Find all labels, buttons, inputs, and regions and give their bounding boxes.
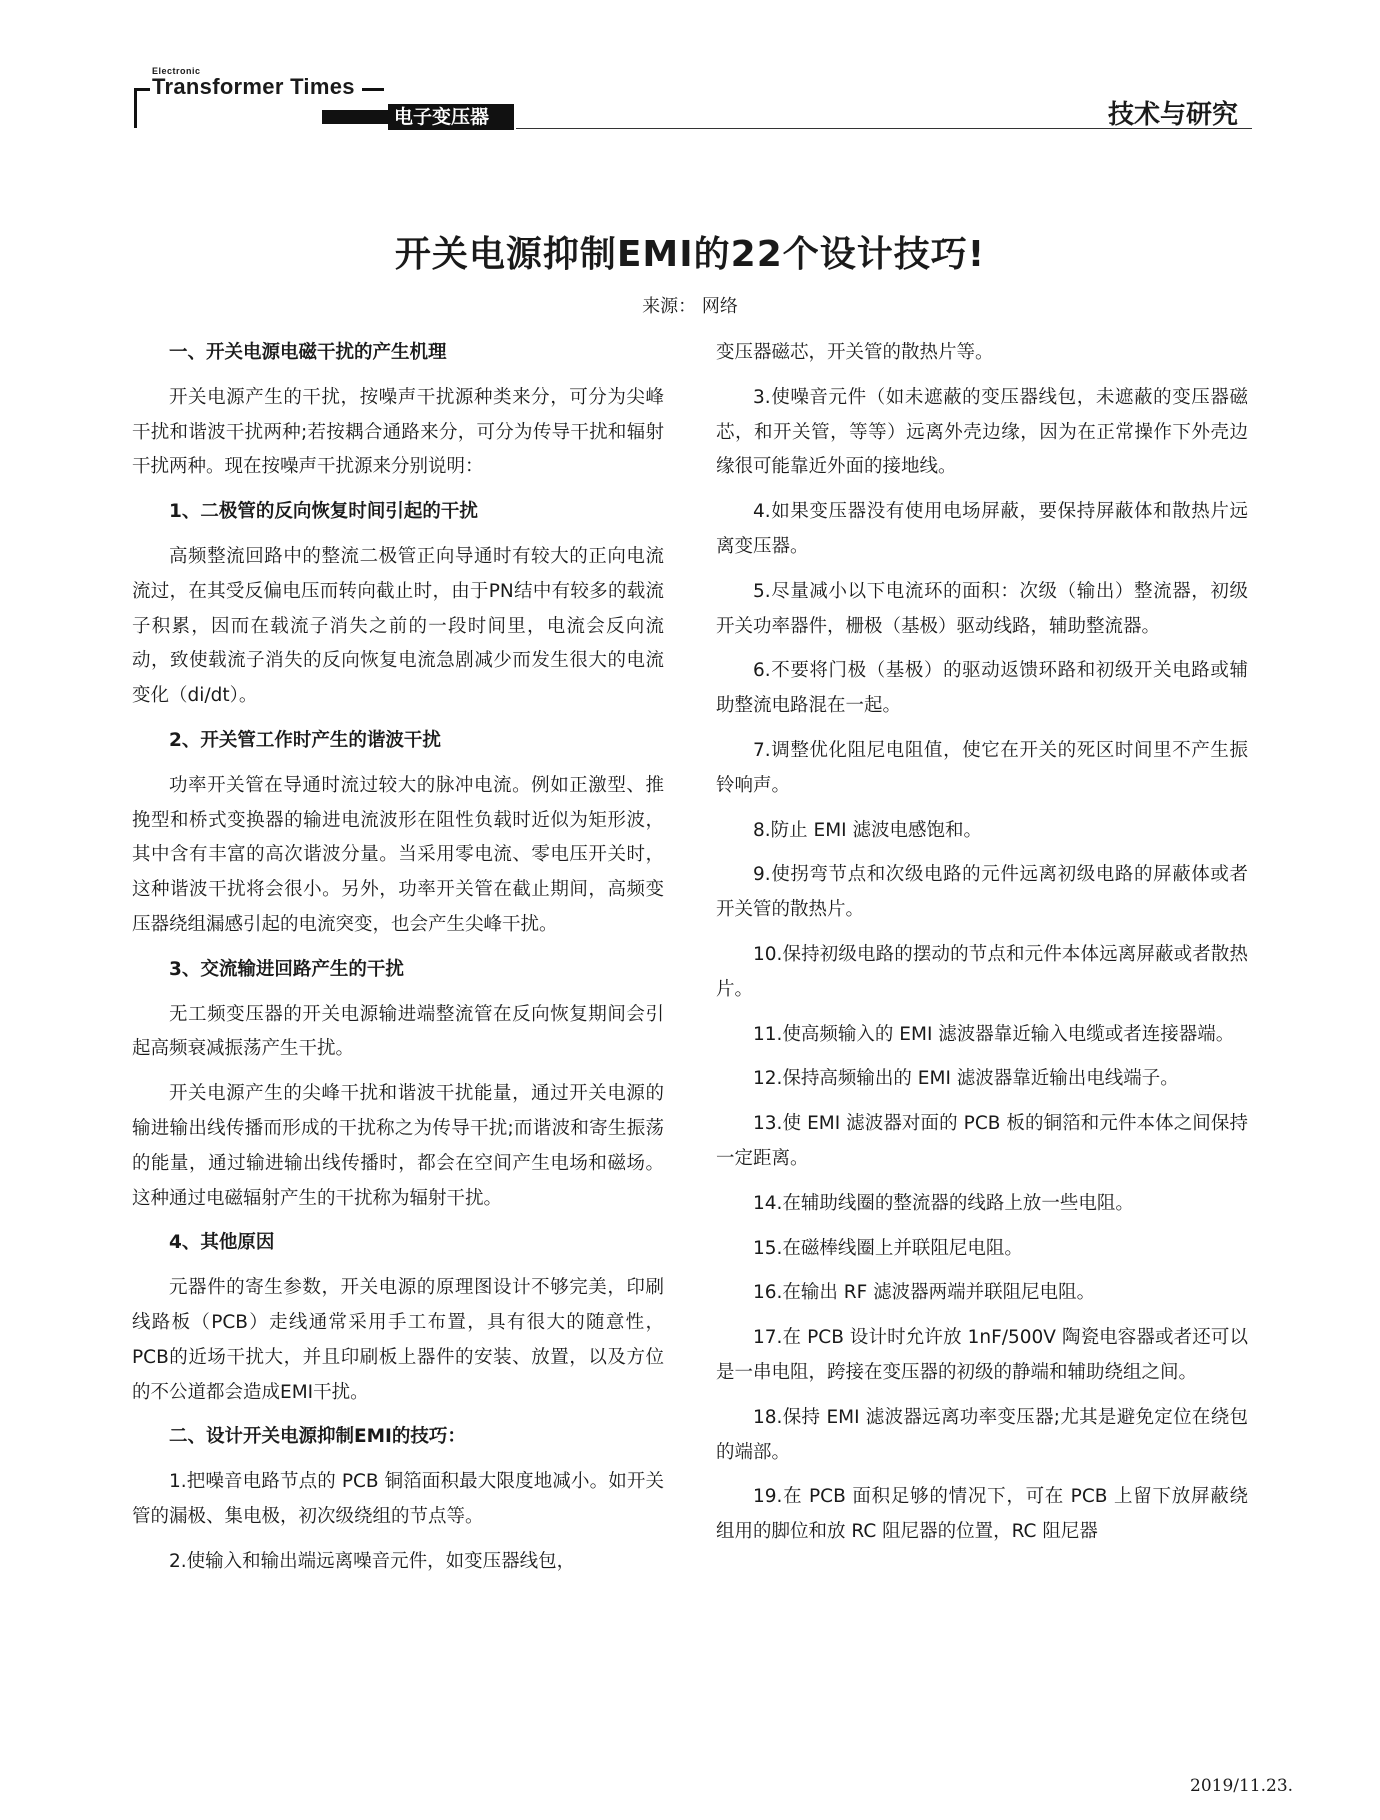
paragraph: 4.如果变压器没有使用电场屏蔽，要保持屏蔽体和散热片远离变压器。 bbox=[716, 501, 1248, 557]
paragraph: 19.在 PCB 面积足够的情况下，可在 PCB 上留下放屏蔽绕组用的脚位和放 RC 阻尼器的位置，RC 阻尼器 bbox=[716, 1486, 1248, 1543]
section-heading: 2、开关管工作时产生的谐波干扰 bbox=[169, 729, 441, 751]
paragraph: 5.尽量减小以下电流环的面积：次级（输出）整流器，初级开关功率器件，栅极（基极）驱动线路，辅助整流器。 bbox=[716, 580, 1248, 637]
left-column bbox=[132, 336, 664, 1590]
paragraph: 6.不要将门极（基极）的驱动返馈环路和初级开关电路或辅助整流电路混在一起。 bbox=[716, 660, 1248, 717]
section-heading: 二、设计开关电源抑制EMI的技巧： bbox=[169, 1426, 466, 1448]
paragraph: 7.调整优化阻尼电阻值，使它在开关的死区时间里不产生振铃响声。 bbox=[716, 739, 1248, 796]
page-footer-date: 2019/11.23. bbox=[1190, 1776, 1294, 1796]
paragraph: 8.防止 EMI 滤波电感饱和。 bbox=[753, 819, 983, 841]
paragraph: 17.在 PCB 设计时允许放 1nF/500V 陶瓷电容器或者还可以是一串电阻，跨接在变压器的初级的静端和辅助绕组之间。 bbox=[716, 1327, 1248, 1383]
paragraph: 16.在输出 RF 滤波器两端并联阻尼电阻。 bbox=[753, 1282, 1096, 1304]
paragraph: 9.使拐弯节点和次级电路的元件远离初级电路的屏蔽体或者开关管的散热片。 bbox=[716, 864, 1248, 921]
paragraph: 12.保持高频输出的 EMI 滤波器靠近输出电线端子。 bbox=[753, 1068, 1179, 1090]
logo-decoration bbox=[362, 88, 384, 91]
paragraph: 3.使噪音元件（如未遮蔽的变压器线包，未遮蔽的变压器磁芯，和开关管，等等）远离外壳边缘，因为在正常操作下外壳边缘很可能靠近外面的接地线。 bbox=[716, 386, 1248, 478]
page-header bbox=[0, 0, 1380, 150]
paragraph: 18.保持 EMI 滤波器远离功率变压器;尤其是避免定位在绕包的端部。 bbox=[716, 1406, 1248, 1463]
paragraph: 14.在辅助线圈的整流器的线路上放一些电阻。 bbox=[753, 1192, 1134, 1214]
paragraph: 开关电源产生的尖峰干扰和谐波干扰能量，通过开关电源的输进输出线传播而形成的干扰称之为传导干扰;而谐波和寄生振荡的能量，通过输进输出线传播时，都会在空间产生电场和磁场。这种通过电磁辐射产生的干扰称为辐射干扰。 bbox=[132, 1083, 664, 1209]
paragraph: 变压器磁芯，开关管的散热片等。 bbox=[716, 342, 994, 363]
paragraph: 1.把噪音电路节点的 PCB 铜箔面积最大限度地减小。如开关管的漏极、集电极，初次级绕组的节点等。 bbox=[132, 1471, 664, 1527]
paragraph: 高频整流回路中的整流二极管正向导通时有较大的正向电流流过，在其受反偏电压而转向截止时，由于PN结中有较多的载流子积累，因而在载流子消失之前的一段时间里，电流会反向流动，致使载流子消失的反向恢复电流急剧减少而发生很大的电流变化（di/dt）。 bbox=[132, 545, 664, 707]
paragraph: 13.使 EMI 滤波器对面的 PCB 板的铜箔和元件本体之间保持一定距离。 bbox=[716, 1113, 1248, 1169]
logo-decoration bbox=[134, 88, 137, 128]
logo-small-text: Electronic bbox=[152, 66, 201, 76]
logo-main-text: Transformer Times bbox=[152, 74, 355, 99]
right-column bbox=[716, 336, 1248, 1560]
paragraph: 10.保持初级电路的摆动的节点和元件本体远离屏蔽或者散热片。 bbox=[716, 943, 1248, 1000]
logo-cn-text: 电子变压器 bbox=[388, 104, 514, 130]
logo-bar bbox=[322, 104, 514, 130]
section-heading: 1、二极管的反向恢复时间引起的干扰 bbox=[169, 501, 478, 523]
logo-decoration bbox=[136, 88, 150, 91]
logo-bar-step bbox=[322, 110, 392, 124]
paragraph: 开关电源产生的干扰，按噪声干扰源种类来分，可分为尖峰干扰和谐波干扰两种;若按耦合通路来分，可分为传导干扰和辐射干扰两种。现在按噪声干扰源来分别说明： bbox=[132, 386, 664, 478]
paragraph: 2.使输入和输出端远离噪音元件，如变压器线包， bbox=[169, 1550, 576, 1572]
section-heading: 3、交流输进回路产生的干扰 bbox=[169, 958, 404, 980]
section-heading: 一、开关电源电磁干扰的产生机理 bbox=[169, 342, 447, 363]
section-heading: 4、其他原因 bbox=[169, 1232, 275, 1254]
paragraph: 功率开关管在导通时流过较大的脉冲电流。例如正激型、推挽型和桥式变换器的输进电流波形在阻性负载时近似为矩形波，其中含有丰富的高次谐波分量。当采用零电流、零电压开关时，这种谐波干扰将会很小。另外，功率开关管在截止期间，高频变压器绕组漏感引起的电流突变，也会产生尖峰干扰。 bbox=[132, 774, 664, 935]
section-tag: 技术与研究 bbox=[1108, 100, 1239, 130]
paragraph: 11.使高频输入的 EMI 滤波器靠近输入电缆或者连接器端。 bbox=[753, 1023, 1235, 1045]
paragraph: 15.在磁棒线圈上并联阻尼电阻。 bbox=[753, 1237, 1023, 1259]
paragraph: 无工频变压器的开关电源输进端整流管在反向恢复期间会引起高频衰减振荡产生干扰。 bbox=[132, 1003, 664, 1060]
article-title: 开关电源抑制EMI的22个设计技巧! bbox=[394, 234, 986, 275]
paragraph: 元器件的寄生参数，开关电源的原理图设计不够完美，印刷线路板（PCB）走线通常采用手工布置，具有很大的随意性，PCB的近场干扰大，并且印刷板上器件的安装、放置，以及方位的不公道都会造成EMI干扰。 bbox=[132, 1277, 664, 1403]
article-source: 来源： 网络 bbox=[642, 296, 738, 317]
